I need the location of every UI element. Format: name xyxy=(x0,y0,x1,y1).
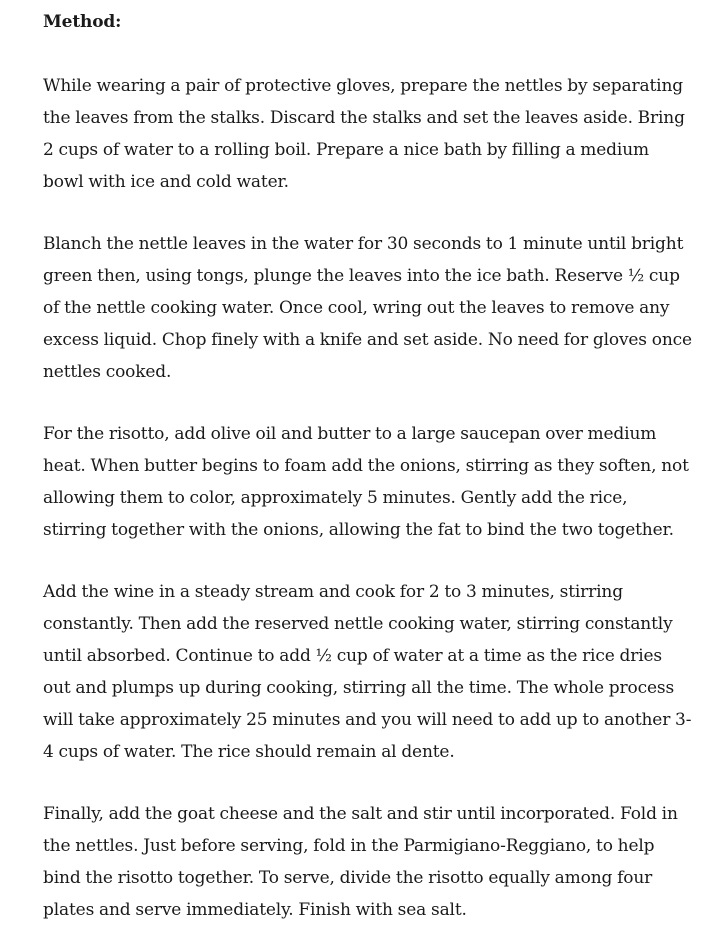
recipe-method-section xyxy=(43,6,693,926)
method-step-5: Finally, add the goat cheese and the salt and stir until incorporated. Fold in the nettles. Just before serving, fold in the Parmigiano-Reggiano, to help bind the risotto together. To serve, divide the risotto equally among four plates and serve immediately. Finish with sea salt. xyxy=(43,804,678,920)
method-heading: Method: xyxy=(43,12,122,32)
method-step-1: While wearing a pair of protective gloves, prepare the nettles by separating the leaves from the stalks. Discard the stalks and set the leaves aside. Bring 2 cups of water to a rolling boil. Prepare a nice bath by filling a medium bowl with ice and cold water. xyxy=(43,76,685,192)
method-step-3: For the risotto, add olive oil and butter to a large saucepan over medium heat. When butter begins to foam add the onions, stirring as they soften, not allowing them to color, approximately 5 minutes. Gently add the rice, stirring together with the onions, allowing the fat to bind the two together. xyxy=(43,424,689,540)
method-step-2: Blanch the nettle leaves in the water for 30 seconds to 1 minute until bright green then, using tongs, plunge the leaves into the ice bath. Reserve ½ cup of the nettle cooking water. Once cool, wring out the leaves to remove any excess liquid. Chop finely with a knife and set aside. No need for gloves once nettles cooked. xyxy=(43,234,692,382)
method-step-4: Add the wine in a steady stream and cook for 2 to 3 minutes, stirring constantly. Then add the reserved nettle cooking water, stirring constantly until absorbed. Continue to add ½ cup of water at a time as the rice dries out and plumps up during cooking, stirring all the time. The whole process will take approximately 25 minutes and you will need to add up to another 3-4 cups of water. The rice should remain al dente. xyxy=(43,582,692,762)
